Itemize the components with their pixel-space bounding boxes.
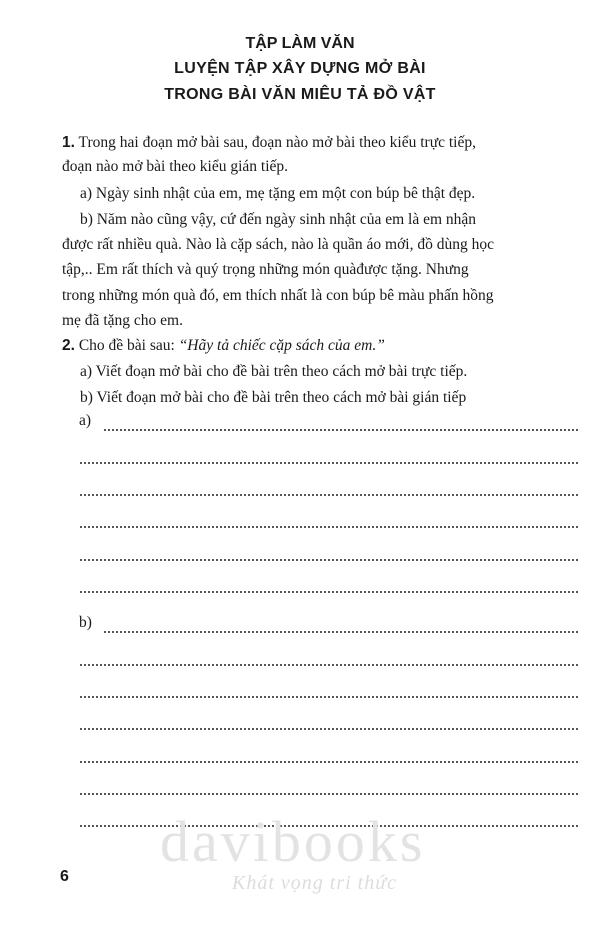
q2-prompt xyxy=(62,334,580,358)
q1-number: 1. xyxy=(62,134,75,151)
q1-option-b-line2: được rất nhiều quà. Nào là cặp sách, nào là quần áo mới, đồ dùng học xyxy=(62,236,494,253)
page-number: 6 xyxy=(60,868,69,885)
watermark-brand: davibooks xyxy=(160,809,426,874)
answer-line[interactable] xyxy=(80,751,578,763)
q1-option-b-line4: trong những món quà đó, em thích nhất là con búp bê màu phấn hồng xyxy=(62,287,494,304)
q2-prompt-text: Cho đề bài sau: xyxy=(78,337,175,354)
q1-prompt-line2: đoạn nào mở bài theo kiểu gián tiếp. xyxy=(62,158,288,175)
answer-line[interactable] xyxy=(80,452,578,464)
q1-prompt-line1: Trong hai đoạn mở bài sau, đoạn nào mở bài theo kiểu trực tiếp, xyxy=(78,134,476,151)
answer-line[interactable] xyxy=(80,549,578,561)
watermark-slogan: Khát vọng tri thức xyxy=(232,872,398,894)
answer-line[interactable] xyxy=(80,783,578,795)
answer-line[interactable] xyxy=(80,718,578,730)
q2-number: 2. xyxy=(62,337,75,354)
answer-line[interactable] xyxy=(80,581,578,593)
answer-a-label: a) xyxy=(79,412,92,429)
answer-line[interactable] xyxy=(104,419,578,431)
answer-line[interactable] xyxy=(80,654,578,666)
q2-topic-quote: “Hãy tả chiếc cặp sách của em.” xyxy=(178,337,385,354)
q1-option-b-line1: b) Năm nào cũng vậy, cứ đến ngày sinh nhật của em là em nhận xyxy=(80,211,477,228)
q1-prompt xyxy=(62,131,580,155)
section-title: TẬP LÀM VĂN xyxy=(245,35,355,52)
answer-line[interactable] xyxy=(80,516,578,528)
title-block xyxy=(0,32,600,108)
answer-b-label: b) xyxy=(79,614,92,631)
q1-option-a: a) Ngày sinh nhật của em, mẹ tặng em một con búp bê thật đẹp. xyxy=(80,185,476,202)
lesson-title-line1: LUYỆN TẬP XÂY DỰNG MỞ BÀI xyxy=(174,60,426,77)
answer-line[interactable] xyxy=(104,621,578,633)
answer-line[interactable] xyxy=(80,484,578,496)
q2-option-a: a) Viết đoạn mở bài cho đề bài trên theo cách mở bài trực tiếp. xyxy=(80,363,468,380)
q1-option-b-line5: mẹ đã tặng cho em. xyxy=(62,312,183,329)
q2-option-b: b) Viết đoạn mở bài cho đề bài trên theo cách mở bài gián tiếp xyxy=(80,389,467,406)
lesson-title-line2: TRONG BÀI VĂN MIÊU TẢ ĐỒ VẬT xyxy=(164,86,436,103)
answer-line[interactable] xyxy=(80,686,578,698)
q1-option-b-line3: tập,.. Em rất thích và quý trọng những món quàđược tặng. Nhưng xyxy=(62,261,469,278)
